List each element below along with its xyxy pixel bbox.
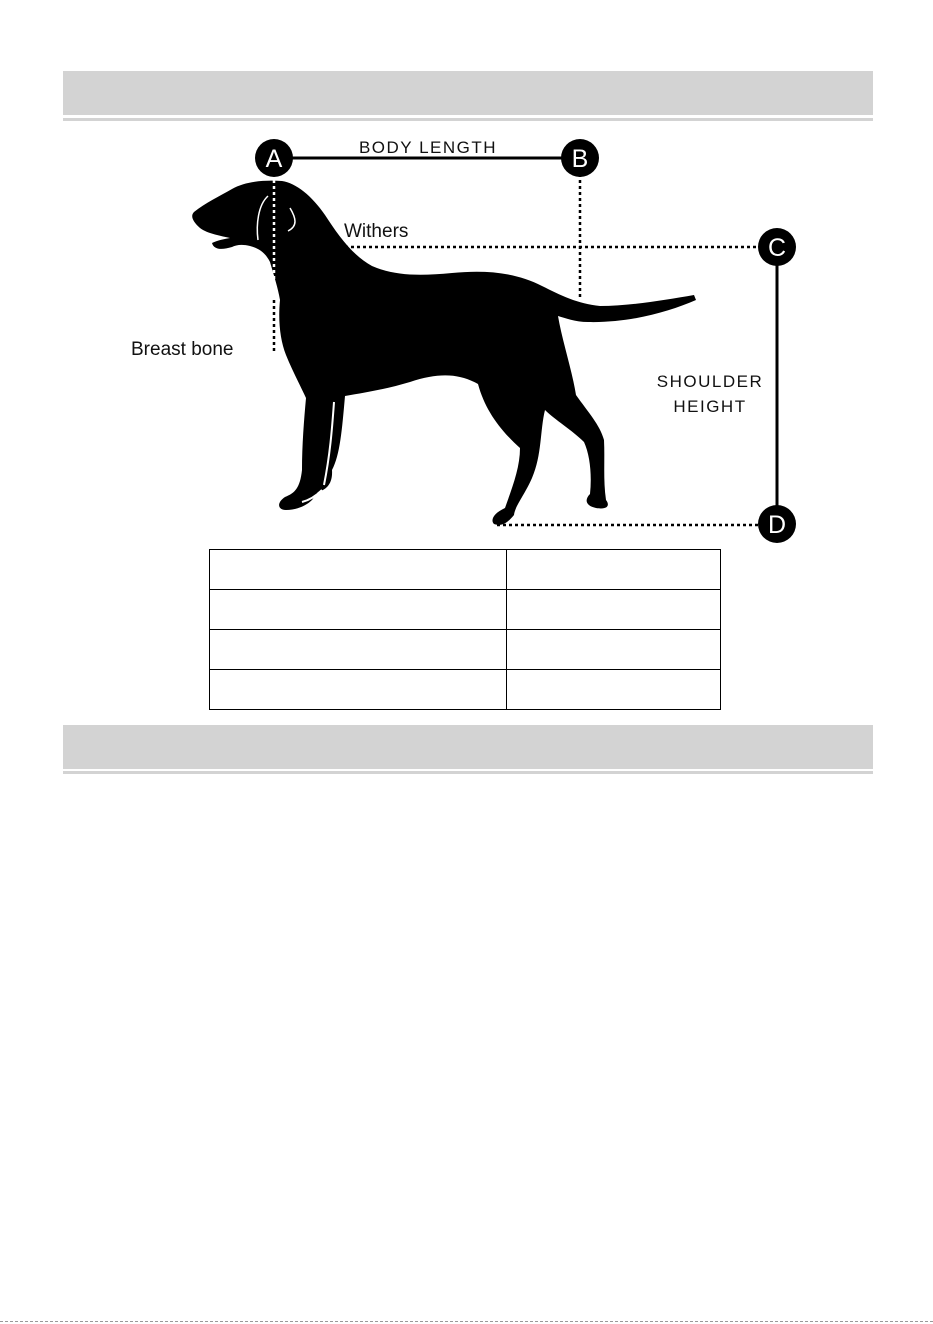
- page-bottom-rule: [0, 1321, 933, 1323]
- table-cell: [210, 630, 507, 670]
- marker-a: [255, 139, 293, 177]
- section-header-bar-bottom: [63, 725, 873, 769]
- table-row: [210, 670, 721, 710]
- dog-measurement-diagram: [0, 125, 933, 545]
- marker-b: [561, 139, 599, 177]
- shoulder-height-label-line1: SHOULDER: [656, 372, 764, 391]
- marker-c: [758, 228, 796, 266]
- dog-silhouette: [192, 181, 696, 525]
- section-header-bar-top: [63, 71, 873, 115]
- table-cell: [210, 550, 507, 590]
- section-divider-bottom: [63, 771, 873, 774]
- marker-a-label: A: [265, 145, 283, 173]
- table-cell: [507, 590, 721, 630]
- measurement-table: [209, 549, 721, 710]
- table-cell: [210, 670, 507, 710]
- table-cell: [507, 630, 721, 670]
- breast-bone-label: Breast bone: [131, 339, 234, 360]
- table-row: [210, 550, 721, 590]
- marker-c-label: C: [767, 234, 787, 262]
- table-row: [210, 590, 721, 630]
- marker-d: [758, 505, 796, 543]
- body-length-label: BODY LENGTH: [358, 138, 498, 157]
- shoulder-height-label-line2: HEIGHT: [673, 397, 747, 416]
- marker-b-label: B: [571, 145, 589, 173]
- table-cell: [507, 670, 721, 710]
- withers-label: Withers: [344, 221, 409, 242]
- table-cell: [210, 590, 507, 630]
- section-divider-top: [63, 118, 873, 121]
- marker-d-label: D: [767, 511, 787, 539]
- table-row: [210, 630, 721, 670]
- table-cell: [507, 550, 721, 590]
